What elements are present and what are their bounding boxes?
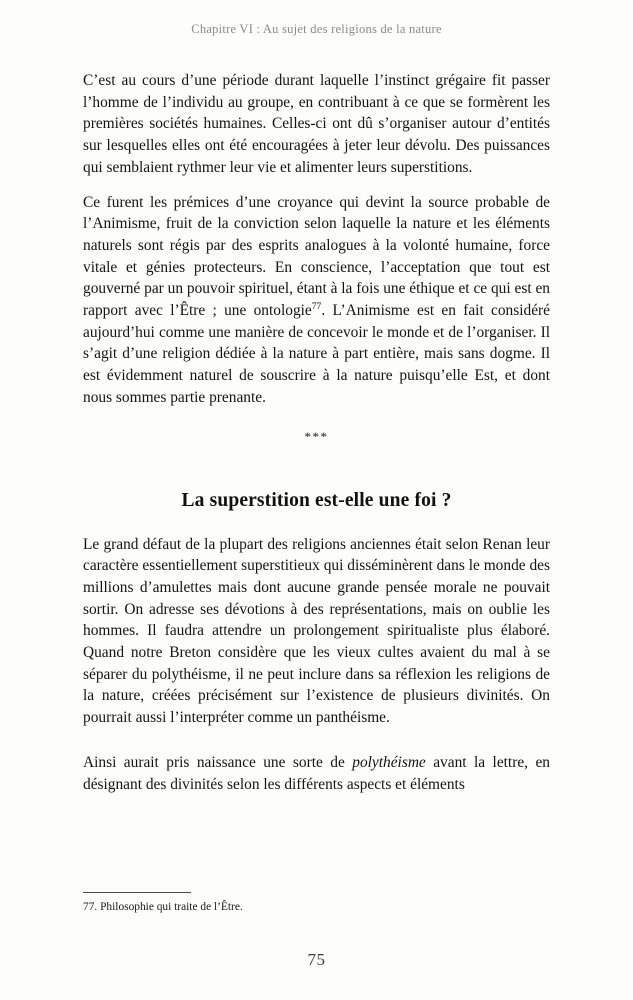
- paragraph-2: [83, 192, 550, 409]
- paragraph-3: Le grand défaut de la plupart des religions anciennes était selon Renan leur caractère essentiellement superstitieux qui disséminèrent dans le monde des millions d’amulettes mais dont aucune grande pensée morale ne pouvait sortir. On adresse ses dévotions à des représentations, mais on oublie les hommes. Il faudra attendre un prolongement spiritualiste plus élaboré. Quand notre Breton considère que les vieux cultes avaient du mal à se séparer du polythéisme, il ne peut inclure dans sa réflexion les religions de la nature, créées précisément sur l’existence de plusieurs divinités. On pourrait aussi l’interpréter comme un panthéisme.: [83, 535, 550, 727]
- footnote-text-77: 77. Philosophie qui traite de l’Être.: [83, 901, 243, 913]
- footnote-separator-rule: [83, 892, 191, 893]
- page-number: 75: [307, 950, 326, 969]
- paragraph-4-text-b: avant la lettre, en désignant des divinités selon les différents aspects et éléments: [83, 753, 550, 793]
- paragraph-4: [83, 752, 550, 795]
- paragraph-1: C’est au cours d’une période durant laquelle l’instinct grégaire fit passer l’homme de l’individu au groupe, en contribuant à ce que se formèrent les premières sociétés humaines. Celles-ci ont dû s’organiser autour d’entités sur lesquelles elles ont été encouragées à jeter leur dévolu. Des puissances qui semblaient rythmer leur vie et alimenter leurs superstitions.: [83, 72, 550, 176]
- paragraph-2-text-a: Ce furent les prémices d’une croyance qui devint la source probable de l’Animisme, fruit de la conviction selon laquelle la nature et les éléments naturels sont régis par des esprits analogues à la volonté humaine, force vitale et génies protecteurs. En conscience, l’acceptation que tout est gouverné par un pouvoir spirituel, étant à la fois une éthique et ce qui est en rapport avec l’Être ; une ontologie: [83, 193, 550, 320]
- paragraph-2-text-b: . L’Animisme est en fait considéré aujourd’hui comme une manière de concevoir le monde et de l’organiser. Il s’agit d’une religion dédiée à la nature à part entière, mais sans dogme. Il est évidemment naturel de souscrire à la nature puisqu’elle Est, et dont nous sommes partie prenante.: [83, 302, 550, 406]
- paragraph-4-text-a: Ainsi aurait pris naissance une sorte de: [83, 753, 353, 771]
- footnote-reference-77[interactable]: 77: [311, 300, 322, 312]
- paragraph-4-italic-term: polythéisme: [352, 753, 426, 771]
- main-text-block: [83, 70, 550, 795]
- footnote-area: [83, 892, 550, 915]
- section-divider-asterisks: ***: [304, 428, 329, 444]
- section-title: La superstition est-elle une foi ?: [181, 489, 452, 511]
- running-header: Chapitre VI : Au sujet des religions de la nature: [191, 22, 442, 36]
- paragraph-spacer: [83, 742, 550, 752]
